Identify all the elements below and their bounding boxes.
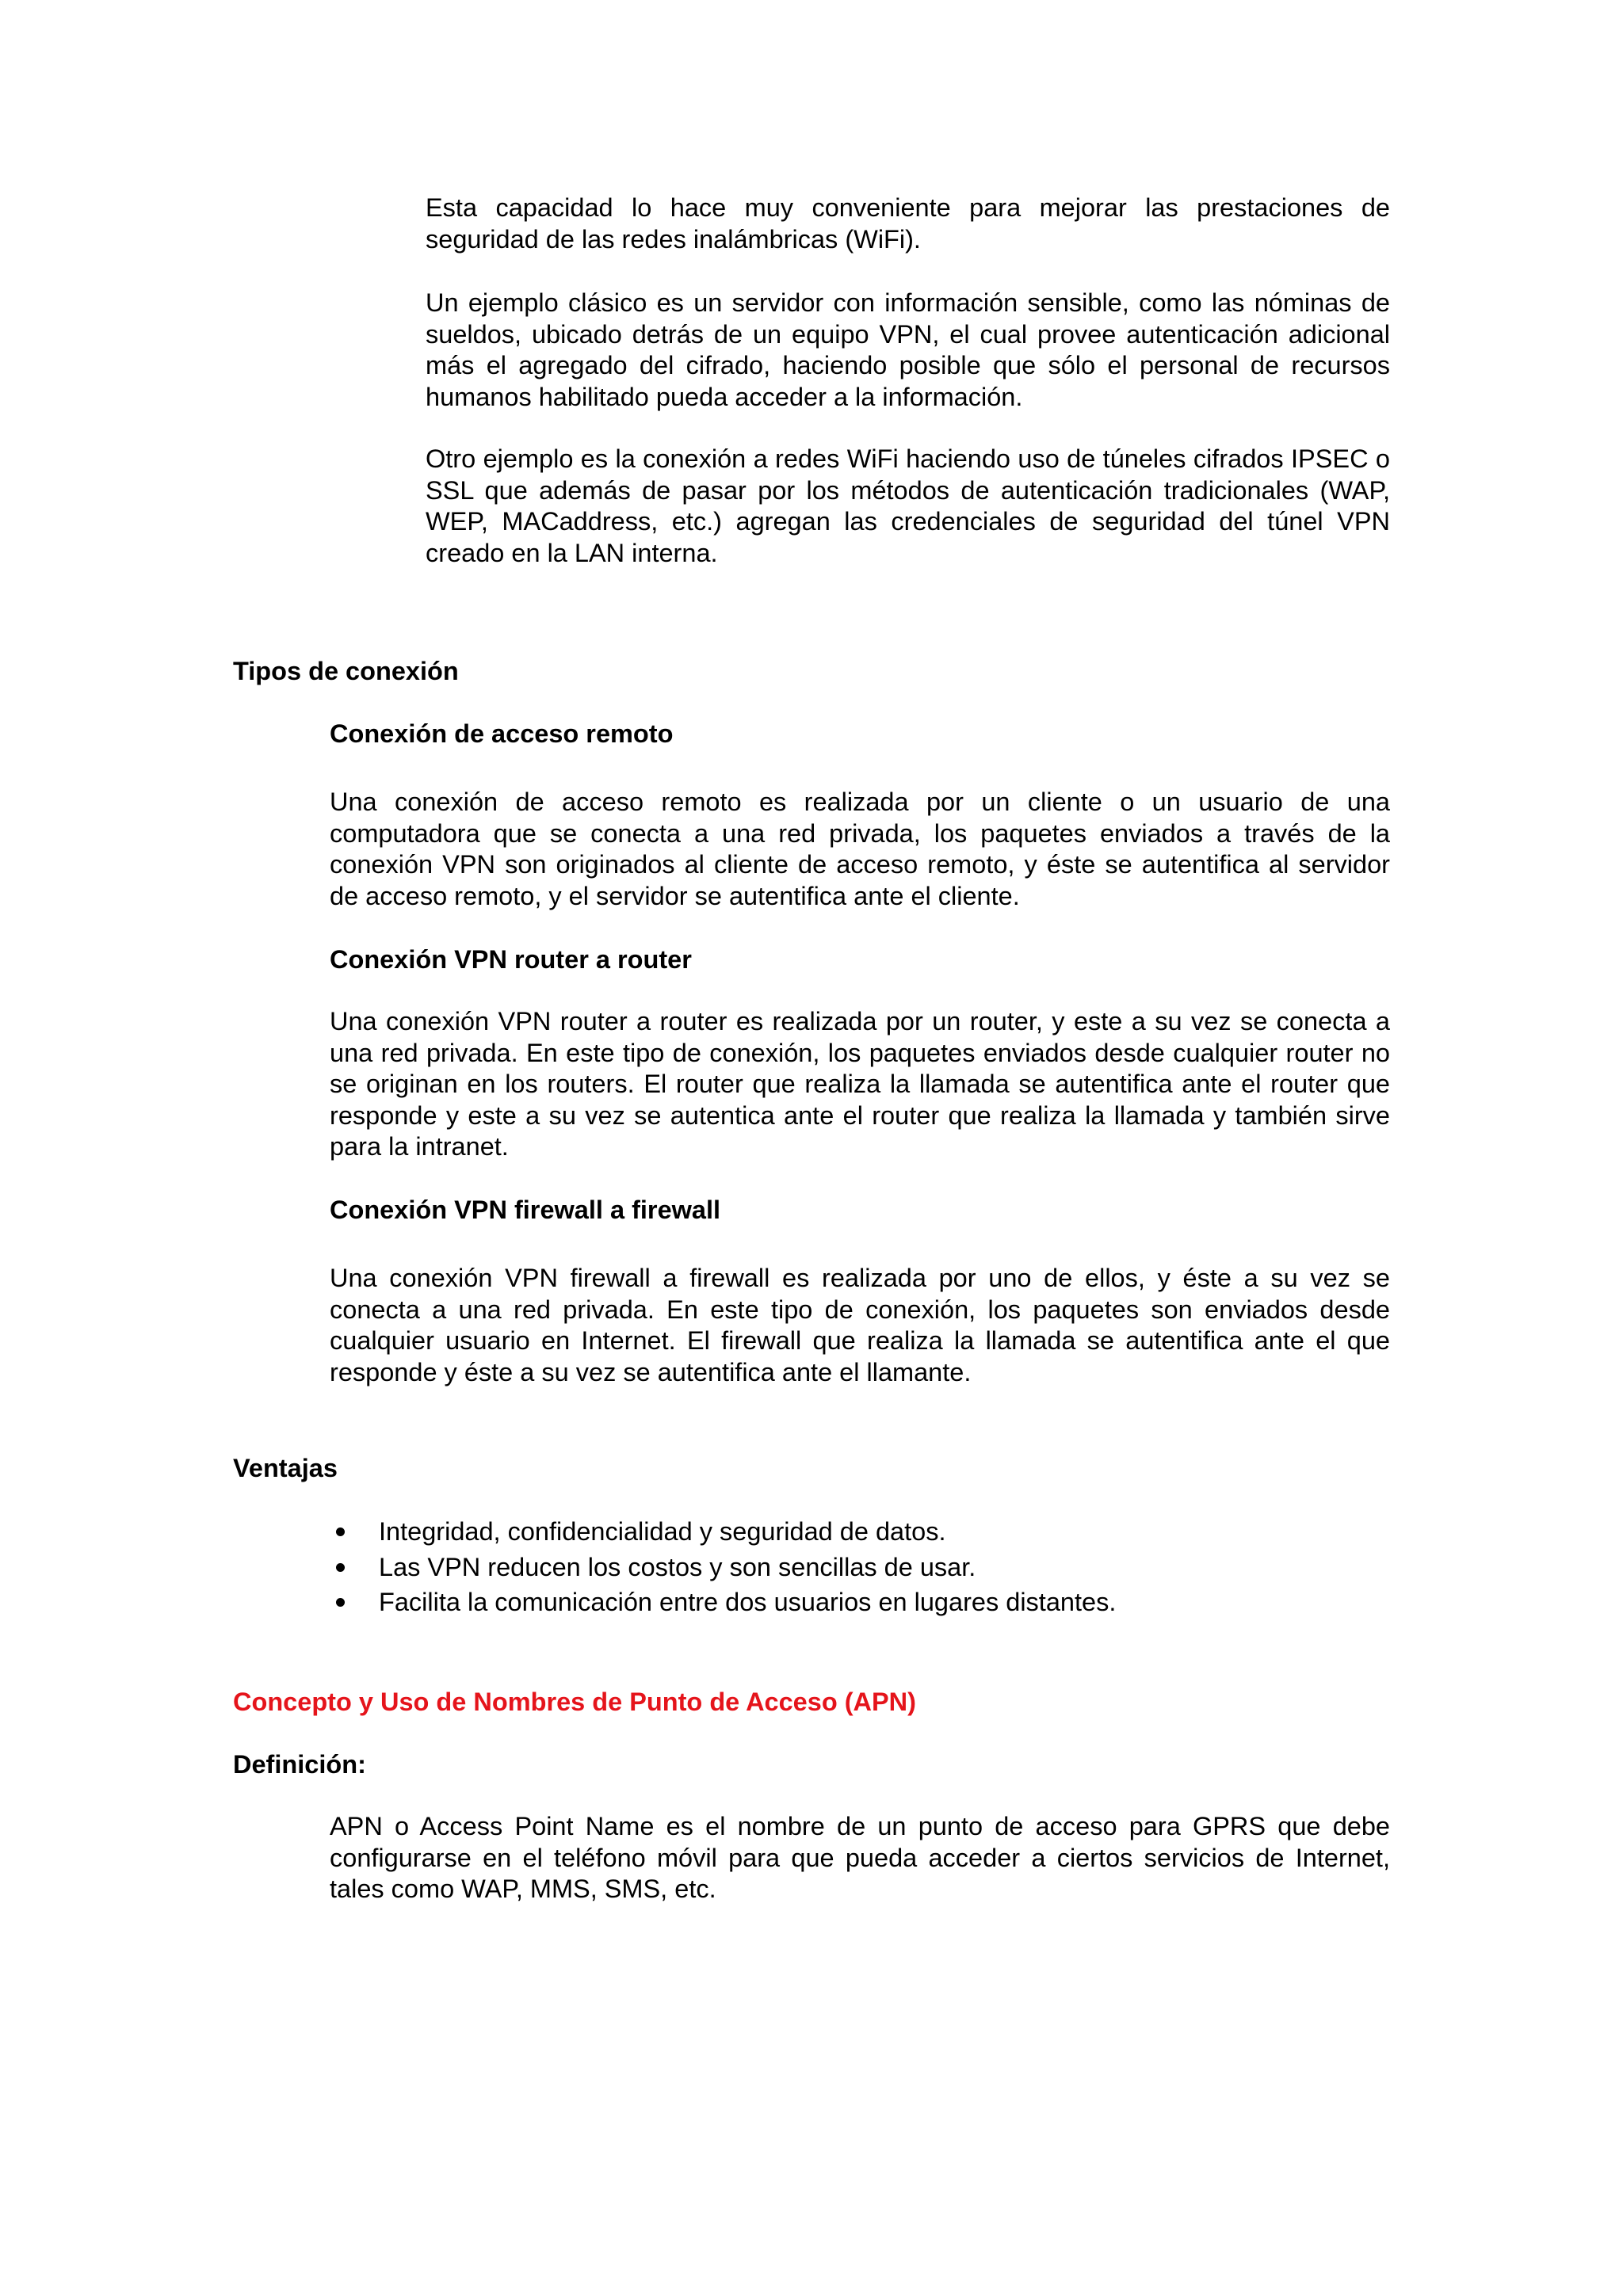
paragraph-definicion-apn: APN o Access Point Name es el nombre de un punto de acceso para GPRS que debe configurarse en el teléfono móvil para que pueda acceder a ciertos servicios de Internet, tales como WAP, MMS, SMS, etc. bbox=[330, 1812, 1390, 1904]
ventajas-list bbox=[330, 1514, 1390, 1620]
subheading-firewall-a-firewall: Conexión VPN firewall a firewall bbox=[330, 1196, 721, 1224]
bullet-icon bbox=[336, 1563, 345, 1572]
section-heading-ventajas: Ventajas bbox=[233, 1454, 338, 1482]
list-item-text: Las VPN reducen los costos y son sencillas de usar. bbox=[379, 1552, 976, 1581]
subheading-router-a-router: Conexión VPN router a router bbox=[330, 945, 692, 974]
section-heading-tipos: Tipos de conexión bbox=[233, 657, 459, 685]
bullet-icon bbox=[336, 1598, 345, 1607]
section-heading-apn: Concepto y Uso de Nombres de Punto de Acceso (APN) bbox=[233, 1688, 916, 1716]
paragraph-firewall-a-firewall: Una conexión VPN firewall a firewall es realizada por uno de ellos, y éste a su vez se conecta a una red privada. En este tipo de conexión, los paquetes son enviados desde cualquier usuario en Internet. El firewall que realiza la llamada se autentifica ante el que responde y éste a su vez se autentifica ante el llamante. bbox=[330, 1264, 1390, 1386]
list-item bbox=[330, 1550, 1390, 1585]
paragraph-router-a-router: Una conexión VPN router a router es realizada por un router, y este a su vez se conecta a una red privada. En este tipo de conexión, los paquetes enviados desde cualquier router no se originan en los routers. El router que realiza la llamada se autentifica ante el router que responde y este a su vez se autentica ante el router que realiza la llamada y también sirve para la intranet. bbox=[330, 1007, 1390, 1161]
subheading-acceso-remoto: Conexión de acceso remoto bbox=[330, 719, 674, 748]
list-item-text: Facilita la comunicación entre dos usuarios en lugares distantes. bbox=[379, 1588, 1117, 1616]
list-item bbox=[330, 1514, 1390, 1550]
list-item-text: Integridad, confidencialidad y seguridad de datos. bbox=[379, 1517, 946, 1546]
intro-paragraph-wifi: Esta capacidad lo hace muy conveniente para mejorar las prestaciones de seguridad de las redes inalámbricas (WiFi). bbox=[426, 193, 1390, 254]
bullet-icon bbox=[336, 1527, 345, 1536]
paragraph-acceso-remoto: Una conexión de acceso remoto es realizada por un cliente o un usuario de una computadora que se conecta a una red privada, los paquetes enviados a través de la conexión VPN son originados al cliente de acceso remoto, y éste se autentifica al servidor de acceso remoto, y el servidor se autentifica ante el cliente. bbox=[330, 788, 1390, 910]
list-item bbox=[330, 1585, 1390, 1620]
intro-paragraph-example-server: Un ejemplo clásico es un servidor con información sensible, como las nóminas de sueldos, ubicado detrás de un equipo VPN, el cual provee autenticación adicional más el agregado del cifrado, haciendo posible que sólo el personal de recursos humanos habilitado pueda acceder a la información. bbox=[426, 288, 1390, 411]
intro-paragraph-example-wifi: Otro ejemplo es la conexión a redes WiFi haciendo uso de túneles cifrados IPSEC o SSL que además de pasar por los métodos de autenticación tradicionales (WAP, WEP, MACaddress, etc.) agregan las credenciales de seguridad del túnel VPN creado en la LAN interna. bbox=[426, 444, 1390, 567]
subheading-definicion: Definición: bbox=[233, 1750, 366, 1779]
